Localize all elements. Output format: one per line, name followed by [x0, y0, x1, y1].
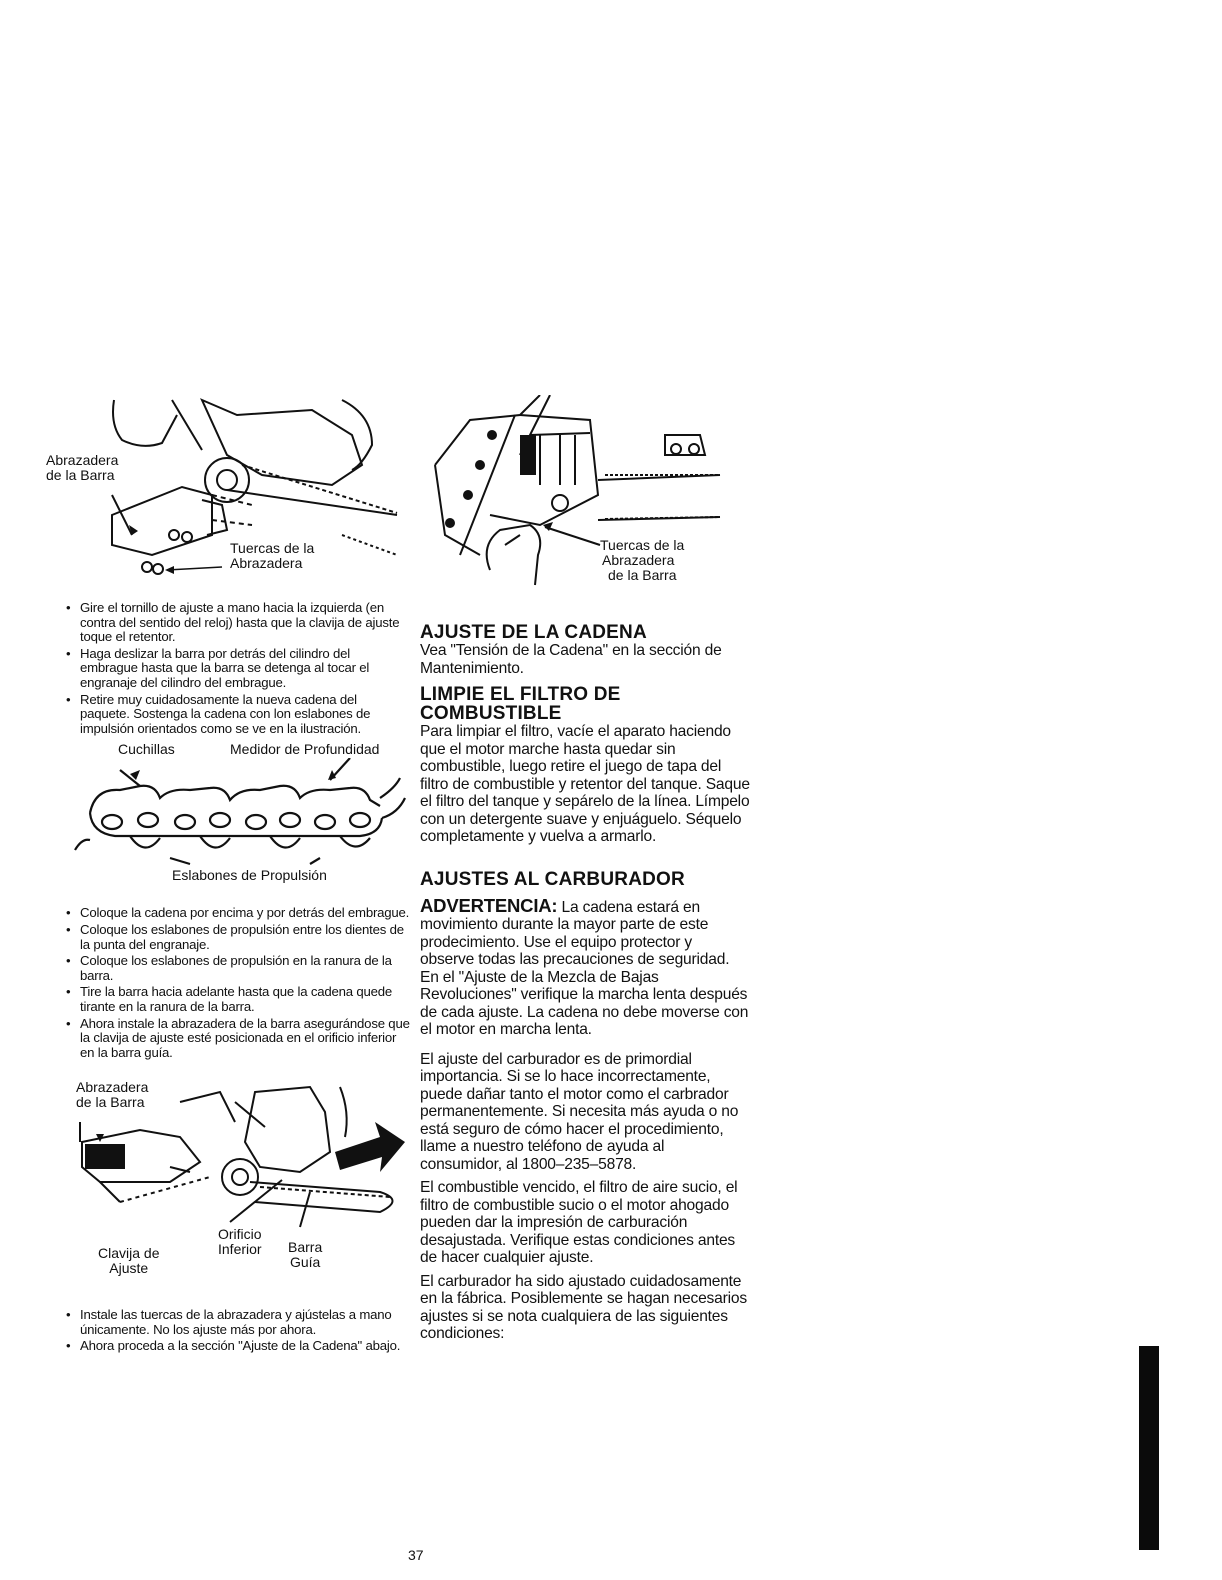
list-item: • Retire muy cuidadosamente la nueva cadena del paquete. Sostenga la cadena con lon eslabones de impulsión orientados como se ve en la ilustración.: [60, 693, 410, 737]
figure-chain-detail: [60, 740, 410, 890]
figure-bar-nuts-top-right: [420, 395, 750, 595]
list-item: • Tire la barra hacia adelante hasta que la cadena quede tirante en la ranura de la barra.: [60, 985, 410, 1014]
list-item: • Coloque los eslabones de propulsión en la ranura de la barra.: [60, 954, 410, 983]
label-bar-clamp: Abrazadera de la Barra: [46, 452, 119, 483]
right-column: [420, 395, 750, 1343]
label-guide-bar: Barra Guía: [288, 1239, 323, 1271]
label-lower-hole: Orificio Inferior: [218, 1226, 262, 1258]
left-column: [46, 395, 410, 1356]
saw-chain-illustration: [60, 758, 410, 868]
text-fuel-filter: Para limpiar el filtro, vacíe el aparato haciendo que el motor marche hasta quedar sin combustible, luego retire el juego de tapa del filtro de combustible y retentor del tanque. Saque el filtro del tanque y sepárelo de la línea. Límpelo con un detergente suave y enjuáguelo. Séquelo completamente y vuelva a armarlo.: [420, 723, 750, 845]
list-item: • Haga deslizar la barra por detrás del cilindro del embrague hasta que la barra se detenga al tocar el engranaje del cilindro del embrague.: [60, 647, 410, 691]
text-carburetor-para-2: El combustible vencido, el filtro de aire sucio, el filtro de combustible sucio o el motor ahogado pueden dar la impresión de carburación desajustada. Verifique estas condiciones antes de hacer cualquier ajuste.: [420, 1179, 738, 1266]
text-chain-adjustment: Vea "Tensión de la Cadena" en la sección de Mantenimiento.: [420, 642, 722, 677]
figure-bar-clamp-top-left: [46, 395, 402, 585]
text-carburetor-para-1: El ajuste del carburador es de primordial importancia. Si se lo hace incorrectamente, puede dañar tanto el motor como el carbrador permanentemente. Si necesita más ayuda o no está seguro de cómo hacer el procedimiento, llame a nuestro teléfono de ayuda al consumidor, al 1800–235–5878.: [420, 1050, 739, 1173]
list-item: • Gire el tornillo de ajuste a mano hacia la izquierda (en contra del sentido del reloj) hasta que la clavija de ajuste toque el retentor.: [60, 601, 410, 645]
bullet-list-2: [60, 906, 410, 1060]
bullet-list-3: [60, 1308, 410, 1354]
list-item: • Instale las tuercas de la abrazadera y ajústelas a mano únicamente. No los ajuste más por ahora.: [60, 1308, 410, 1337]
heading-carburetor: AJUSTES AL CARBURADOR: [420, 868, 685, 890]
bullet-list-1: [60, 601, 410, 736]
label-drive-links: Eslabones de Propulsión: [172, 867, 327, 884]
list-item: • Ahora proceda a la sección "Ajuste de la Cadena" abajo.: [60, 1339, 410, 1354]
label-bar-clamp-nuts: Tuercas de la Abrazadera de la Barra: [600, 537, 685, 583]
label-bar-clamp: Abrazadera de la Barra: [76, 1079, 149, 1111]
text-carburetor-para-3: El carburador ha sido ajustado cuidadosamente en la fábrica. Posiblemente se hagan necesarios ajustes si se nota cualquiera de las siguientes condiciones:: [420, 1272, 747, 1342]
heading-chain-adjustment: AJUSTE DE LA CADENA: [420, 622, 647, 643]
list-item: • Ahora instale la abrazadera de la barra asegurándose que la clavija de ajuste esté posicionada en el orificio inferior en la barra guía.: [60, 1017, 410, 1061]
chainsaw-nuts-illustration: [420, 395, 750, 595]
section-thumb-tab: [1139, 1346, 1159, 1550]
warning-label: ADVERTENCIA:: [420, 894, 558, 916]
list-item: • Coloque los eslabones de propulsión entre los dientes de la punta del engranaje.: [60, 923, 410, 952]
page-number: 37: [408, 1547, 424, 1563]
label-cutters: Cuchillas: [118, 741, 175, 758]
label-adjusting-pin: Clavija de Ajuste: [98, 1245, 160, 1277]
label-clamp-nuts: Tuercas de la Abrazadera: [230, 540, 315, 571]
heading-fuel-filter: LIMPIE EL FILTRO DE COMBUSTIBLE: [420, 684, 621, 724]
label-depth-gauge: Medidor de Profundidad: [230, 741, 380, 758]
chainsaw-clamp-illustration: [52, 395, 402, 585]
text-carburetor-warning: ADVERTENCIA: La cadena estará en movimiento durante la mayor parte de este prodecimiento. Use el equipo protector y observe todas las precauciones de seguridad. En el "Ajuste de la Mezcla de Bajas Revoluciones" verifique la marcha lenta después de cada ajuste. La cadena no debe moverse con el motor en marcha lenta.: [420, 894, 749, 1038]
list-item: • Coloque la cadena por encima y por detrás del embrague.: [60, 906, 410, 921]
figure-bar-install: [60, 1079, 410, 1292]
